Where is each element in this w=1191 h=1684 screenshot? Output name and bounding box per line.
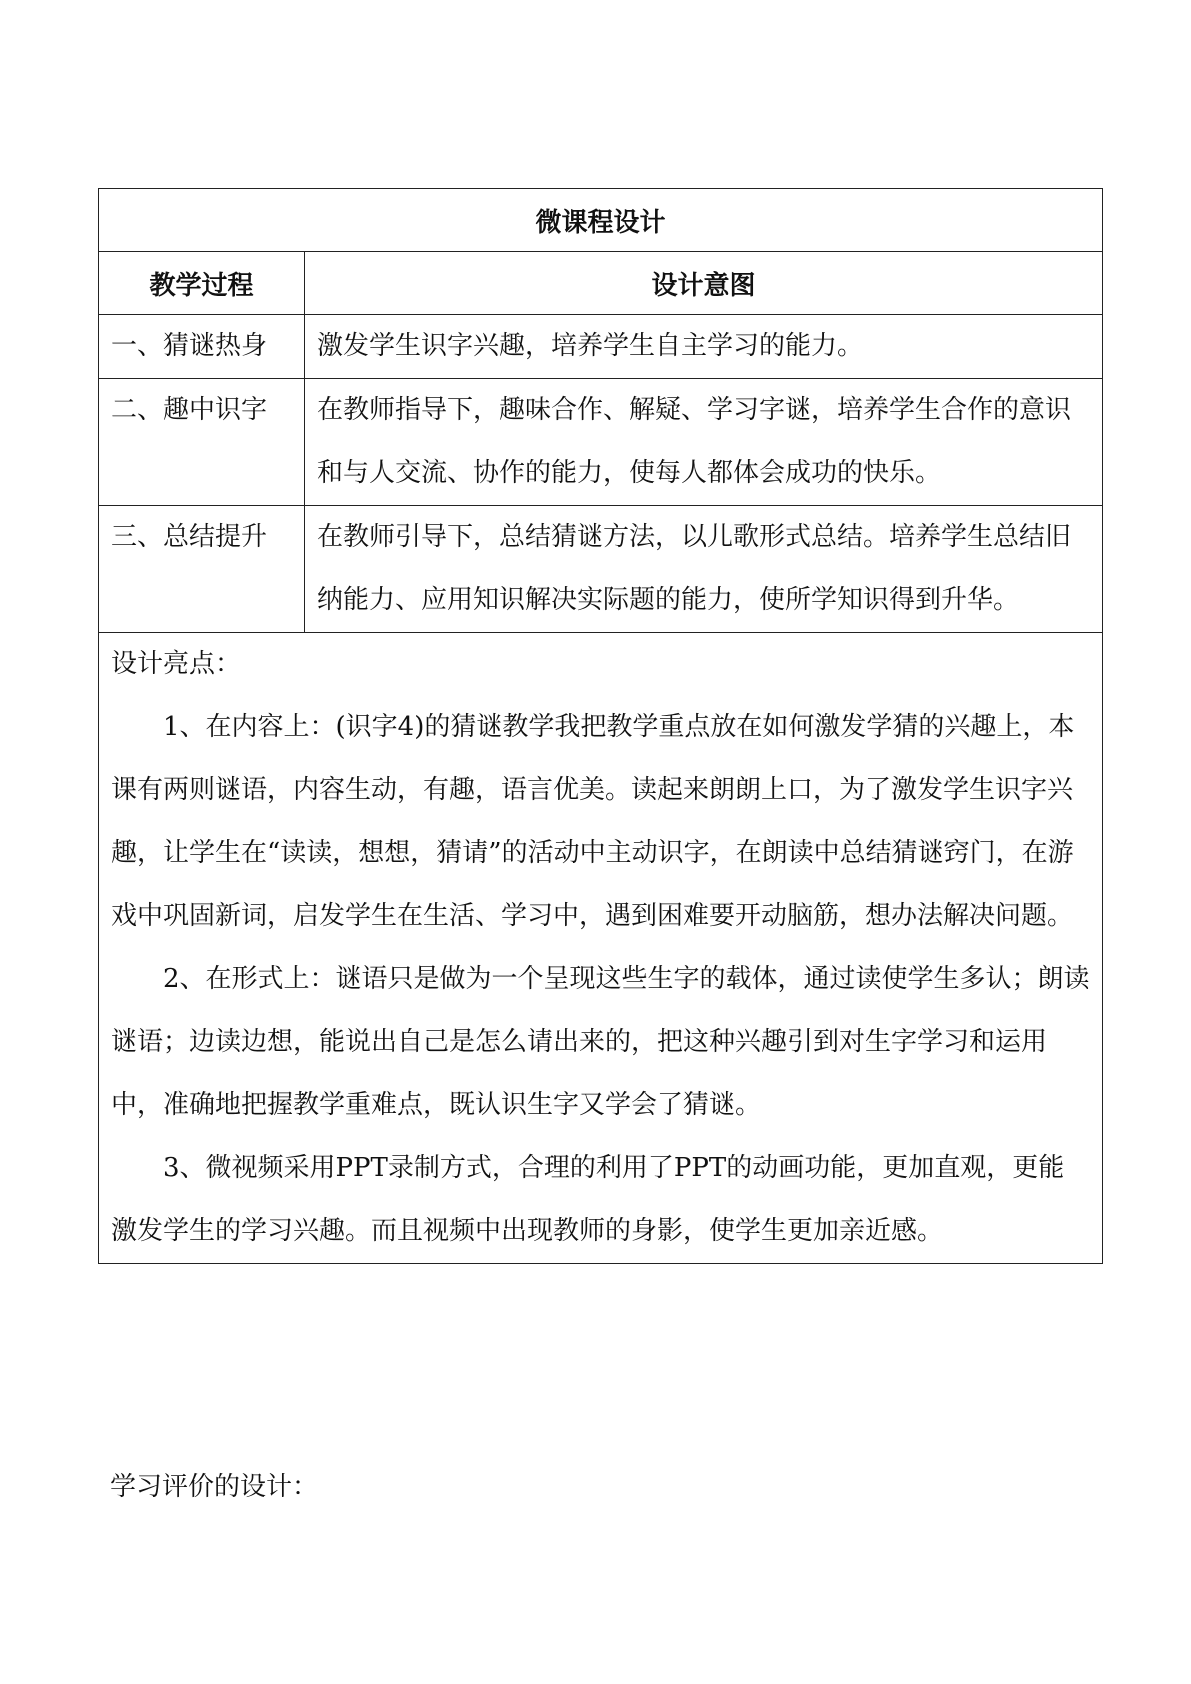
table-title-row xyxy=(99,189,1103,252)
stage-cell: 二、趣中识字 xyxy=(99,379,305,506)
intent-cell: 在教师指导下，趣味合作、解疑、学习字谜，培养学生合作的意识和与人交流、协作的能力，使每人都体会成功的快乐。 xyxy=(305,379,1103,506)
header-process: 教学过程 xyxy=(99,252,305,315)
stage-cell: 一、猜谜热身 xyxy=(99,315,305,379)
header-intent: 设计意图 xyxy=(305,252,1103,315)
table-row xyxy=(99,315,1103,379)
stage-cell: 三、总结提升 xyxy=(99,506,305,633)
highlight-paragraph: 3、微视频采用PPT录制方式，合理的利用了PPT的动画功能，更加直观，更能激发学生的学习兴趣。而且视频中出现教师的身影，使学生更加亲近感。 xyxy=(111,1153,1065,1246)
table-row xyxy=(99,506,1103,633)
intent-cell: 在教师引导下，总结猜谜方法，以儿歌形式总结。培养学生总结旧纳能力、应用知识解决实际题的能力，使所学知识得到升华。 xyxy=(305,506,1103,633)
evaluation-label: 学习评价的设计： xyxy=(110,1472,319,1502)
highlight-paragraph: 2、在形式上：谜语只是做为一个呈现这些生字的载体，通过读使学生多认；朗读谜语；边读边想，能说出自己是怎么请出来的，把这种兴趣引到对生字学习和运用中，准确地把握教学重难点，既认识生字又学会了猜谜。 xyxy=(111,964,1090,1120)
intent-cell: 激发学生识字兴趣，培养学生自主学习的能力。 xyxy=(305,315,1103,379)
course-design-table xyxy=(98,188,1103,1264)
highlights-label: 设计亮点： xyxy=(111,649,242,679)
highlights-row xyxy=(99,633,1103,1264)
table-header-row xyxy=(99,252,1103,315)
table-title: 微课程设计 xyxy=(99,189,1103,252)
table-row xyxy=(99,379,1103,506)
highlights-cell xyxy=(99,633,1103,1264)
highlight-paragraph: 1、在内容上：(识字4)的猜谜教学我把教学重点放在如何激发学猜的兴趣上，本课有两则谜语，内容生动，有趣，语言优美。读起来朗朗上口，为了激发学生识字兴趣，让学生在“读读，想想，猜请”的活动中主动识字，在朗读中总结猜谜窍门，在游戏中巩固新词，启发学生在生活、学习中，遇到困难要开动脑筋，想办法解决问题。 xyxy=(111,712,1075,931)
